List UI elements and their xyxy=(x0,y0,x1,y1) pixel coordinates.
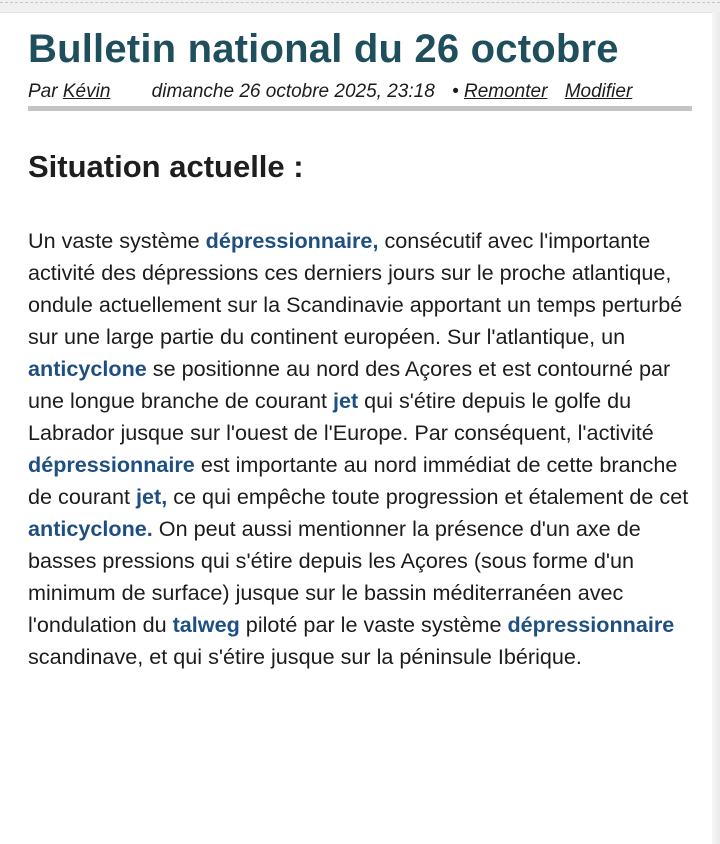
scrollbar-track[interactable] xyxy=(712,12,720,844)
text-run: qui s'étire depuis le golfe du Labrador jusque sur l'ouest de l'Europe. Par conséquent, l'activité xyxy=(28,388,654,445)
keyword-depressionnaire: dépressionnaire, xyxy=(205,228,379,253)
bullet-separator: • xyxy=(452,81,459,102)
text-run: est importante au nord immédiat de cette branche de courant xyxy=(28,452,678,509)
keyword-talweg: talweg xyxy=(172,612,240,637)
text-run: consécutif avec l'importante activité des dépressions ces derniers jours sur le proche atlantique, ondule actuellement sur la Scandinavie apportant un temps perturbé sur une large partie du continent européen. Sur l'atlantique, un xyxy=(28,228,683,349)
text-run: ce qui empêche toute progression et étalement de cet xyxy=(167,484,689,509)
text-run: On peut aussi mentionner la présence d'un axe de basses pressions qui s'étire depuis les Açores (sous forme d'un minimum de surface) jusque sur le bassin méditerranéen avec l'ondulation du xyxy=(28,516,641,637)
text-run: scandinave, et qui s'étire jusque sur la péninsule Ibérique. xyxy=(28,644,582,669)
section-heading: Situation actuelle : xyxy=(28,149,304,184)
article-title: Bulletin national du 26 octobre xyxy=(28,27,619,71)
article-paragraph xyxy=(28,225,698,673)
browser-top-strip xyxy=(0,0,720,13)
text-run: Un vaste système xyxy=(28,228,206,253)
author-link[interactable]: Kévin xyxy=(62,81,111,102)
keyword-jet: jet xyxy=(332,388,359,413)
back-to-top-link[interactable]: Remonter xyxy=(464,81,548,102)
text-run: piloté par le vaste système xyxy=(239,612,508,637)
text-run: se positionne au nord des Açores et est contourné par une longue branche de courant xyxy=(28,356,671,413)
keyword-anticyclone: anticyclone. xyxy=(28,516,153,541)
dashed-border xyxy=(0,2,720,3)
keyword-jet: jet, xyxy=(136,484,168,509)
keyword-depressionnaire: dépressionnaire xyxy=(28,452,195,477)
keyword-depressionnaire: dépressionnaire xyxy=(507,612,675,637)
by-prefix: Par xyxy=(28,81,58,102)
publish-date: dimanche 26 octobre 2025, 23:18 xyxy=(151,81,435,102)
edit-link[interactable]: Modifier xyxy=(564,81,633,102)
article xyxy=(28,22,698,673)
article-meta xyxy=(28,80,692,111)
keyword-anticyclone: anticyclone xyxy=(28,356,147,381)
